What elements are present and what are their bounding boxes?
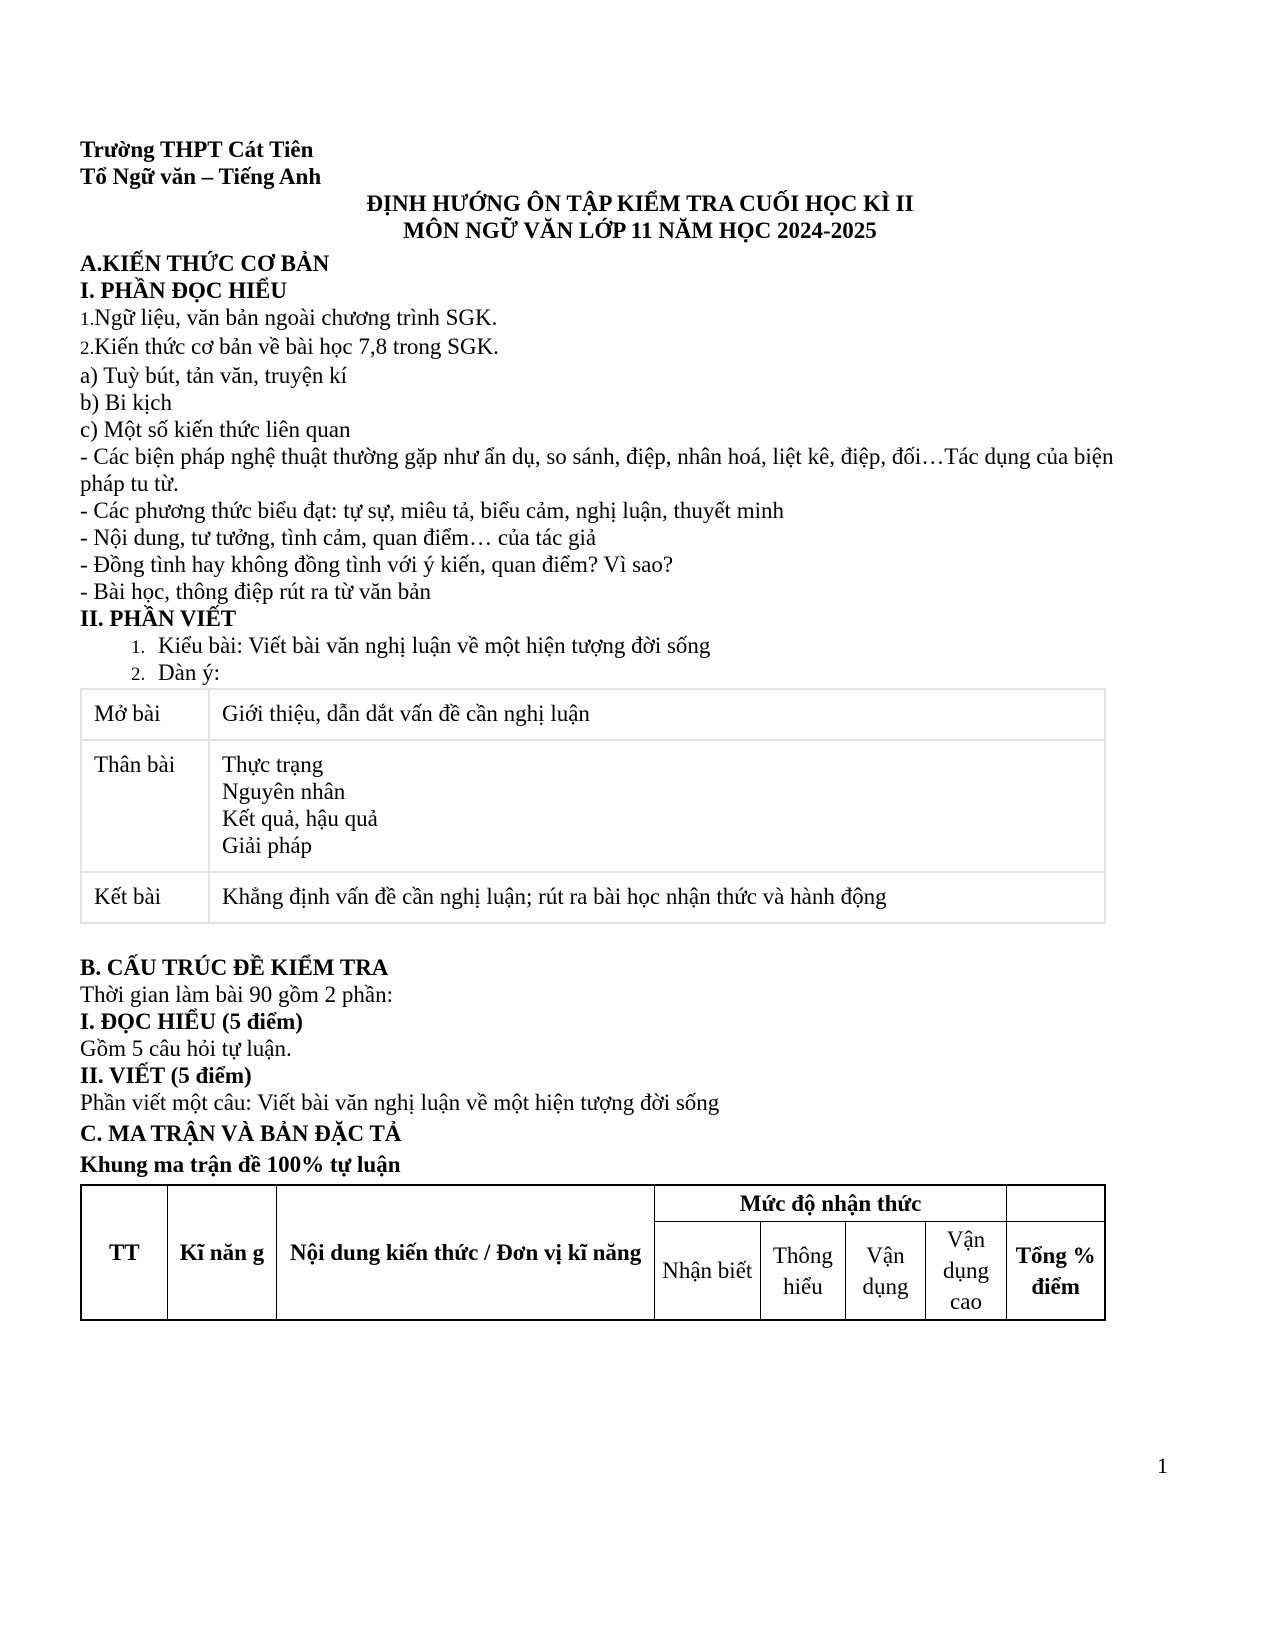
reading-item-2 xyxy=(80,333,1160,362)
document-title-line2: MÔN NGỮ VĂN LỚP 11 NĂM HỌC 2024-2025 xyxy=(403,218,877,243)
sub-item-b: b) Bi kịch xyxy=(80,390,172,415)
bullet-item: - Nội dung, tư tưởng, tình cảm, quan điểm… của tác giả xyxy=(80,525,597,550)
header-apply: Vận dụng xyxy=(846,1222,926,1321)
sub-item-a: a) Tuỳ bút, tản văn, truyện kí xyxy=(80,363,348,388)
table-row xyxy=(81,872,1105,923)
item-text: Kiến thức cơ bản về bài học 7,8 trong SGK. xyxy=(94,334,499,359)
outline-key: Kết bài xyxy=(81,872,209,923)
page-number: 1 xyxy=(1157,1453,1168,1478)
header-recognize: Nhận biết xyxy=(654,1222,760,1321)
sub-item-c: c) Một số kiến thức liên quan xyxy=(80,417,351,442)
item-number: 1. xyxy=(80,309,95,330)
department-name: Tổ Ngữ văn – Tiếng Anh xyxy=(80,164,322,189)
outline-line: Thực trạng xyxy=(222,752,324,777)
outline-value: Giới thiệu, dẫn dắt vấn đề cần nghị luận xyxy=(209,689,1105,740)
essay-outline-table xyxy=(80,688,1106,924)
exam-part1-text: Gồm 5 câu hỏi tự luận. xyxy=(80,1036,292,1061)
header-blank xyxy=(1007,1185,1105,1222)
matrix-subheading: Khung ma trận đề 100% tự luận xyxy=(80,1152,401,1177)
bullet-item: - Các biện pháp nghệ thuật thường gặp như ẩn dụ, so sánh, điệp, nhân hoá, liệt kê, điệp, đối…Tác dụng của biện pháp tu từ. xyxy=(80,444,1114,496)
outline-line: Nguyên nhân xyxy=(222,779,346,804)
exam-part2-heading: II. VIẾT (5 điểm) xyxy=(80,1063,252,1088)
section-b-heading: B. CẤU TRÚC ĐỀ KIỂM TRA xyxy=(80,955,389,980)
exam-part1-heading: I. ĐỌC HIỂU (5 điểm) xyxy=(80,1009,303,1034)
section-a-heading: A.KIẾN THỨC CƠ BẢN xyxy=(80,251,330,276)
header-level-group: Mức độ nhận thức xyxy=(654,1185,1006,1222)
table-row xyxy=(81,740,1105,872)
table-row xyxy=(81,689,1105,740)
item-text: Ngữ liệu, văn bản ngoài chương trình SGK. xyxy=(94,305,498,330)
matrix-table xyxy=(80,1184,1106,1321)
outline-line: Giải pháp xyxy=(222,833,313,858)
item-number: 2. xyxy=(80,338,95,359)
writing-step: 1. Kiểu bài: Viết bài văn nghị luận về một hiện tượng đời sống xyxy=(150,632,1160,659)
exam-part2-text: Phần viết một câu: Viết bài văn nghị luận về một hiện tượng đời sống xyxy=(80,1090,720,1115)
outline-key: Thân bài xyxy=(81,740,209,872)
outline-value xyxy=(209,740,1105,872)
school-name: Trường THPT Cát Tiên xyxy=(80,137,314,162)
writing-step: 2. Dàn ý: xyxy=(150,659,1160,686)
outline-key: Mở bài xyxy=(81,689,209,740)
header-tt: TT xyxy=(81,1185,167,1320)
reading-item-1 xyxy=(80,304,1160,333)
header-total: Tổng % điểm xyxy=(1007,1222,1105,1321)
document-title-line1: ĐỊNH HƯỚNG ÔN TẬP KIỂM TRA CUỐI HỌC KÌ II xyxy=(366,191,914,216)
header-understand: Thông hiểu xyxy=(760,1222,846,1321)
bullet-item: - Đồng tình hay không đồng tình với ý kiến, quan điểm? Vì sao? xyxy=(80,552,674,577)
table-header-row xyxy=(81,1185,1105,1222)
reading-part-heading: I. PHẦN ĐỌC HIỂU xyxy=(80,278,288,303)
header-content: Nội dung kiến thức / Đơn vị kĩ năng xyxy=(277,1185,655,1320)
bullet-item: - Bài học, thông điệp rút ra từ văn bản xyxy=(80,579,431,604)
writing-steps-list xyxy=(80,632,1160,686)
bullet-item: - Các phương thức biểu đạt: tự sự, miêu tả, biểu cảm, nghị luận, thuyết minh xyxy=(80,498,784,523)
header-apply-high: Vận dụng cao xyxy=(925,1222,1007,1321)
outline-line: Kết quả, hậu quả xyxy=(222,806,378,831)
writing-part-heading: II. PHẦN VIẾT xyxy=(80,606,237,631)
header-skill: Kĩ năn g xyxy=(167,1185,277,1320)
document-page xyxy=(80,136,1160,1321)
exam-intro: Thời gian làm bài 90 gồm 2 phần: xyxy=(80,982,394,1007)
section-c-heading: C. MA TRẬN VÀ BẢN ĐẶC TẢ xyxy=(80,1121,402,1146)
outline-value: Khẳng định vấn đề cần nghị luận; rút ra bài học nhận thức và hành động xyxy=(209,872,1105,923)
